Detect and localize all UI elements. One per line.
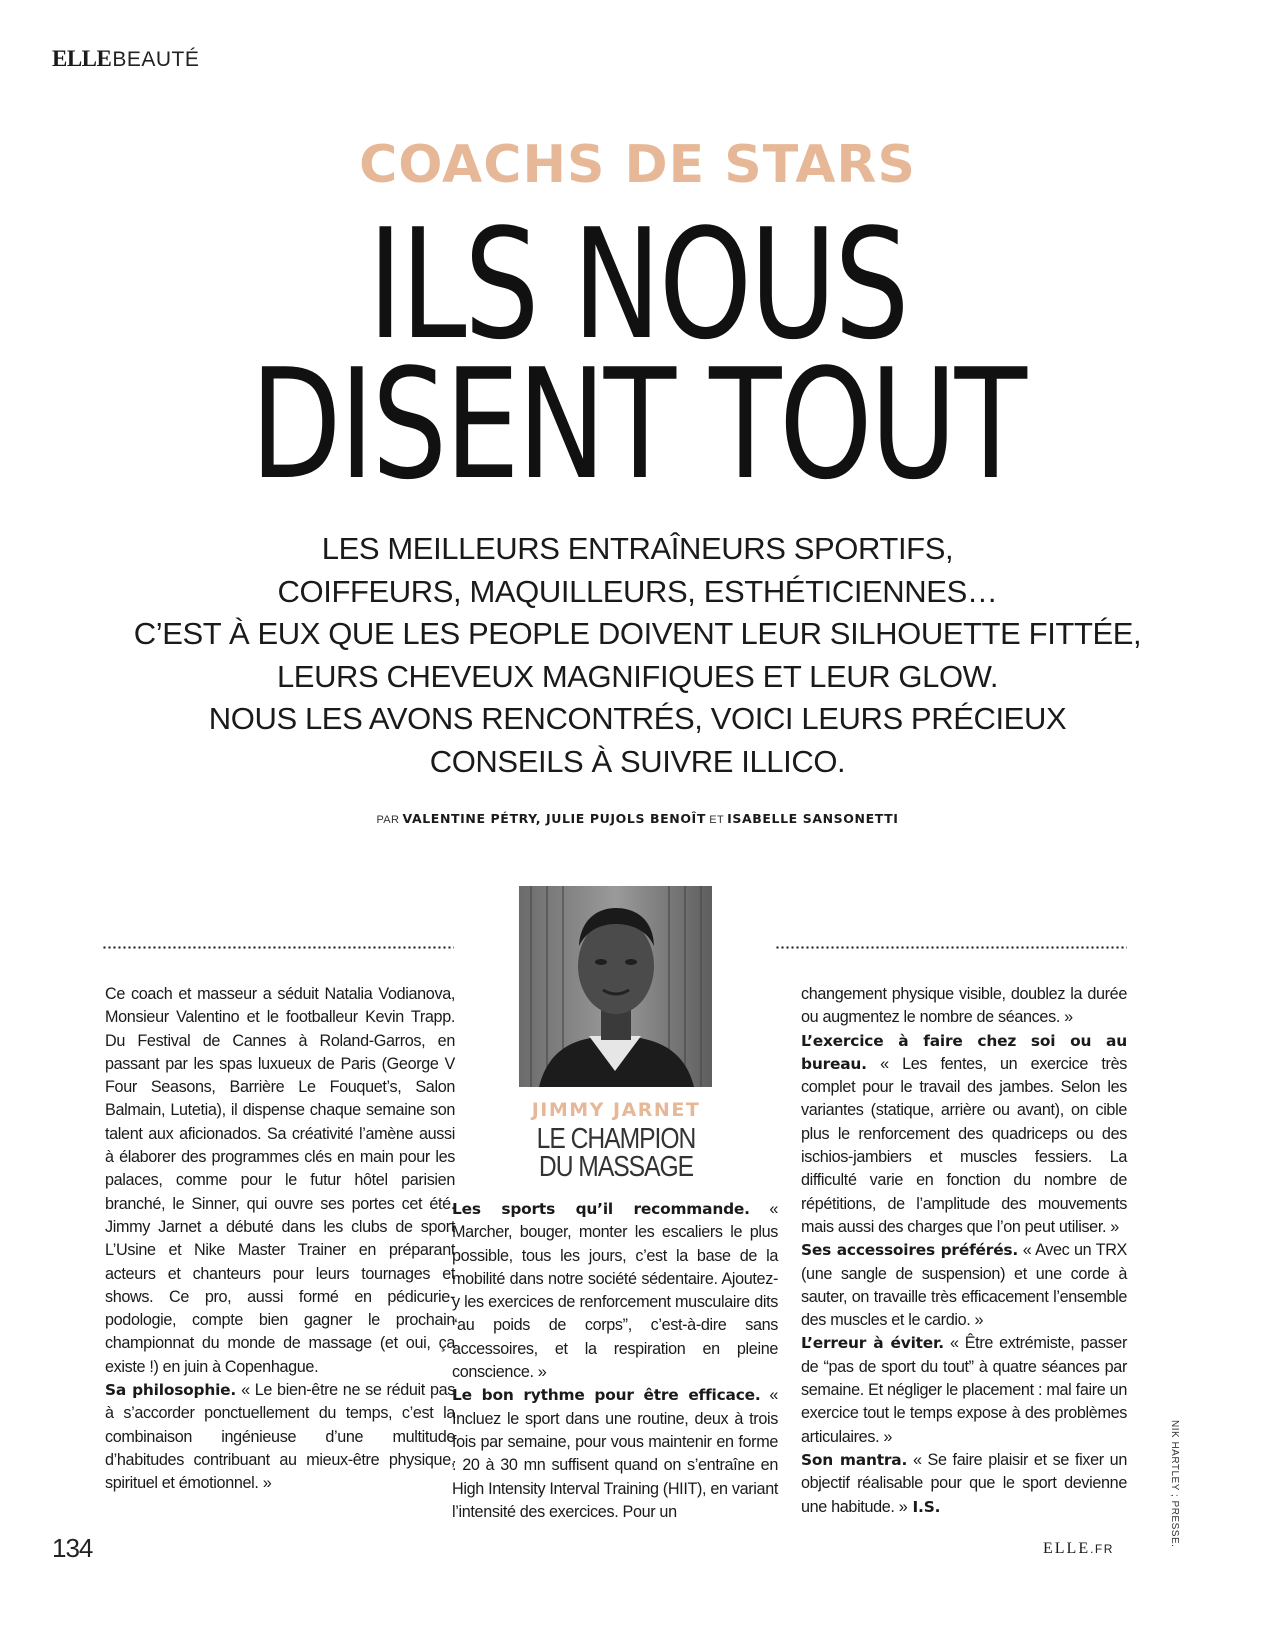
page-header xyxy=(52,46,199,72)
kicker: COACHS DE STARS xyxy=(359,135,916,195)
deck-line: NOUS LES AVONS RENCONTRÉS, VOICI LEURS PRÉCIEUX xyxy=(208,701,1067,736)
deck-line: CONSEILS À SUIVRE ILLICO. xyxy=(429,743,846,779)
byline-prefix: PAR xyxy=(376,814,403,826)
portrait-photo xyxy=(519,886,712,1087)
body-paragraph xyxy=(452,1198,778,1384)
byline-author: ISABELLE SANSONETTI xyxy=(727,811,899,826)
byline xyxy=(0,811,1275,826)
headline xyxy=(140,196,1135,513)
body-paragraph xyxy=(801,1332,1127,1448)
footer-brand-suffix: .FR xyxy=(1090,1542,1114,1556)
body-paragraph xyxy=(105,1379,455,1495)
subhead: Son mantra. xyxy=(801,1450,908,1469)
subhead: L’erreur à éviter. xyxy=(801,1334,944,1353)
intro-paragraph: Ce coach et masseur a séduit Natalia Vodianova, Monsieur Valentino et le footballeur Kevin Trapp. Du Festival de Cannes à Roland-Garros, en passant par les spas luxueux de Paris (George V Four Seasons, Barrière Le Fouquet’s, Salon Balmain, Lutetia), il dispense chaque semaine son talent aux aficionados. Sa créativité l’amène aussi à élaborer des programmes clés en main pour les palaces, comme pour le futur hôtel parisien branché, le Sinner, qui ouvre ses portes cet été. Jimmy Jarnet a débuté dans les clubs de sport L’Usine et Nike Master Trainer en préparant acteurs et chanteurs pour leurs tournages et shows. Ce pro, aussi formé en pédicurie-podologie, compte bien gagner le prochain championnat du monde de massage (et oui, ça existe !) en juin à Copenhague. xyxy=(105,985,455,1376)
paragraph-text: « Être extrémiste, passer de “pas de sport du tout” à quatre séances par semaine. Et négliger le placement : mal faire un exercice tout le temps expose à des problèmes articulaires. » xyxy=(801,1334,1127,1446)
footer-brand-name: ELLE xyxy=(1043,1540,1091,1557)
deck-line: LEURS CHEVEUX MAGNIFIQUES ET LEUR GLOW. xyxy=(276,658,999,694)
subhead: L’exercice à faire chez soi ou au bureau. xyxy=(801,1031,1127,1073)
body-paragraph: changement physique visible, doublez la durée ou augmentez le nombre de séances. » xyxy=(801,985,1127,1027)
portrait-illustration xyxy=(519,886,712,1087)
body-paragraph xyxy=(801,1449,1127,1519)
subhead: Le bon rythme pour être efficace. xyxy=(452,1386,761,1405)
profile-role-line: LE CHAMPION xyxy=(536,1123,696,1155)
body-paragraph xyxy=(801,1239,1127,1332)
author-signoff: I.S. xyxy=(907,1497,941,1516)
paragraph-text: « Le bien-être ne se réduit pas à s’accorder ponctuellement du temps, c’est la combinaison ingénieuse d’une multitude d’habitudes contribuant au mieux-être physique, spirituel et émotionnel. » xyxy=(105,1381,455,1493)
byline-separator: ET xyxy=(705,814,728,826)
dotted-rule-left xyxy=(102,946,454,949)
headline-line: ILS NOUS xyxy=(367,196,908,373)
subhead: Ses accessoires préférés. xyxy=(801,1241,1019,1260)
profile-role-line: DU MASSAGE xyxy=(538,1151,694,1183)
body-paragraph xyxy=(801,1030,1127,1240)
deck-line: COIFFEURS, MAQUILLEURS, ESTHÉTICIENNES… xyxy=(277,573,998,609)
paragraph-text: « Avec un TRX (une sangle de suspension) et une corde à sauter, on travaille très efficacement l’ensemble des muscles et le cardio. » xyxy=(801,1241,1128,1330)
article-column-2 xyxy=(452,1198,778,1524)
page-number: 134 xyxy=(52,1533,93,1563)
deck-line: C’EST À EUX QUE LES PEOPLE DOIVENT LEUR SILHOUETTE FITTÉE, xyxy=(133,616,1142,651)
deck xyxy=(0,528,1275,783)
profile-role xyxy=(466,1125,765,1181)
paragraph-text: « Se faire plaisir et se fixer un objectif réalisable pour que le sport devienne une habitude. » xyxy=(801,1450,1127,1516)
subhead: Les sports qu’il recommande. xyxy=(452,1200,750,1218)
subhead: Sa philosophie. xyxy=(105,1381,237,1400)
header-section: BEAUTÉ xyxy=(112,48,200,71)
paragraph-text: « Les fentes, un exercice très complet pour le travail des jambes. Selon les variantes (statique, arrière ou avant), on cible plus le renforcement des quadriceps ou des ischios-jambiers et muscles fessiers. La difficulté varie en fonction du nombre de répétitions, de l’amplitude des mouvements mais aussi des charges que l’on peut utiliser. » xyxy=(801,1054,1127,1236)
paragraph-text: « Incluez le sport dans une routine, deux à trois fois par semaine, pour vous maintenir en forme : 20 à 30 mn suffisent quand on s’entraîne en High Intensity Interval Training (HIIT), en variant l’intensité des exercices. Pour un xyxy=(452,1386,778,1521)
dotted-rule-right xyxy=(775,946,1127,949)
byline-author: VALENTINE PÉTRY, JULIE PUJOLS BENOÎT xyxy=(402,811,706,826)
article-column-1 xyxy=(105,983,455,1496)
header-brand: ELLE xyxy=(52,46,112,71)
deck-line: LES MEILLEURS ENTRAÎNEURS SPORTIFS, xyxy=(321,531,954,566)
paragraph-text: « Marcher, bouger, monter les escaliers le plus possible, tous les jours, c’est la base de la mobilité dans notre société sédentaire. Ajoutez-y les exercices de renforcement musculaire dits “au poids de corps”, c’est-à-dire sans accessoires, et la respiration en pleine conscience. » xyxy=(452,1200,778,1382)
profile-name: JIMMY JARNET xyxy=(531,1099,701,1121)
footer-brand xyxy=(1043,1540,1114,1558)
photo-credit: NIK HARTLEY ; PRESSE. xyxy=(1169,1420,1180,1548)
headline-line: DISENT TOUT xyxy=(250,336,1025,513)
body-paragraph xyxy=(452,1384,778,1524)
article-column-3 xyxy=(801,983,1127,1519)
